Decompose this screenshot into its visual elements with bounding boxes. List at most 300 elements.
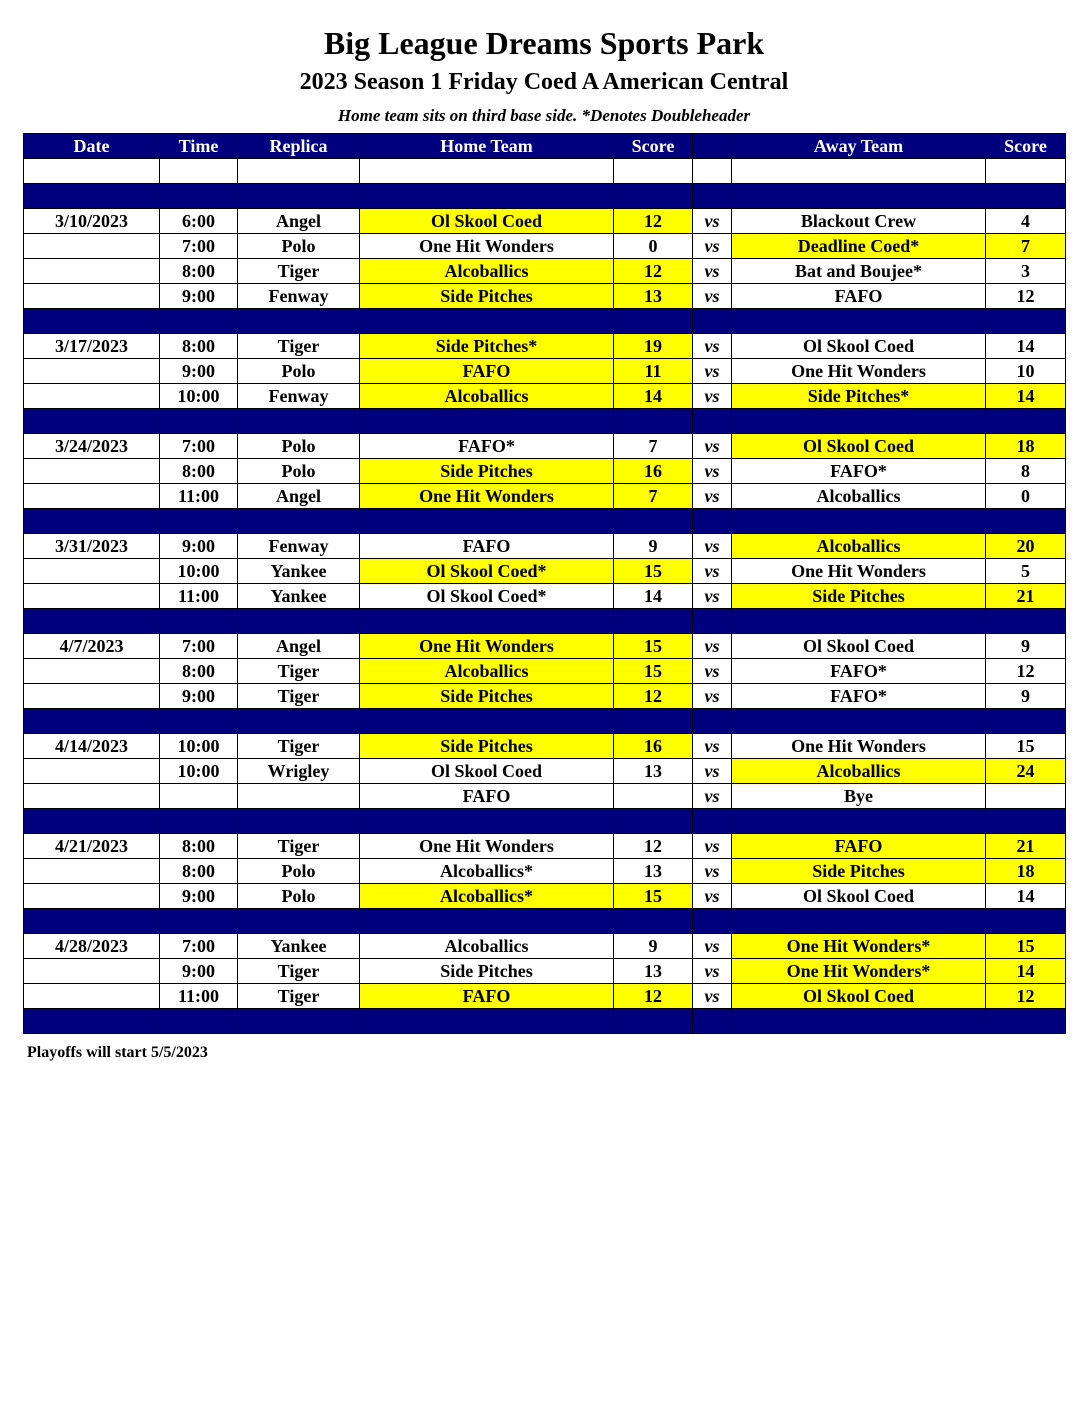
home-score-cell: 16: [614, 734, 693, 759]
time-cell: 8:00: [160, 459, 238, 484]
band-cell: [360, 409, 614, 434]
band-cell: [24, 409, 160, 434]
game-row: [24, 884, 1066, 909]
date-cell: [24, 959, 160, 984]
week-separator-band: [24, 709, 1066, 734]
vs-cell: vs: [693, 959, 732, 984]
band-cell: [238, 409, 360, 434]
home-score-cell: 7: [614, 434, 693, 459]
band-cell: [693, 609, 732, 634]
band-cell: [693, 509, 732, 534]
away-team-cell: FAFO: [732, 284, 986, 309]
date-cell: [24, 859, 160, 884]
home-team-cell: Ol Skool Coed*: [360, 559, 614, 584]
band-cell: [160, 1009, 238, 1034]
date-cell: [24, 584, 160, 609]
replica-cell: Yankee: [238, 584, 360, 609]
away-score-cell: 5: [986, 559, 1066, 584]
date-cell: 4/28/2023: [24, 934, 160, 959]
schedule-table: [23, 133, 1066, 1034]
away-score-cell: 12: [986, 284, 1066, 309]
band-cell: [614, 1009, 693, 1034]
away-score-cell: 9: [986, 634, 1066, 659]
away-team-cell: [732, 159, 986, 184]
away-score-cell: 20: [986, 534, 1066, 559]
home-score-cell: 19: [614, 334, 693, 359]
away-score-cell: 15: [986, 734, 1066, 759]
game-row: [24, 959, 1066, 984]
vs-cell: vs: [693, 659, 732, 684]
time-cell: 10:00: [160, 759, 238, 784]
week-separator-band: [24, 309, 1066, 334]
band-cell: [614, 809, 693, 834]
band-cell: [360, 1009, 614, 1034]
week-separator-band: [24, 409, 1066, 434]
away-score-cell: 10: [986, 359, 1066, 384]
home-score-cell: 14: [614, 584, 693, 609]
band-cell: [693, 309, 732, 334]
replica-cell: Polo: [238, 359, 360, 384]
time-cell: 8:00: [160, 859, 238, 884]
band-cell: [614, 309, 693, 334]
date-cell: 3/17/2023: [24, 334, 160, 359]
band-cell: [238, 309, 360, 334]
home-team-cell: One Hit Wonders: [360, 634, 614, 659]
away-team-cell: One Hit Wonders*: [732, 934, 986, 959]
band-cell: [986, 609, 1066, 634]
game-row: [24, 834, 1066, 859]
band-cell: [24, 609, 160, 634]
band-cell: [986, 1009, 1066, 1034]
page-title: Big League Dreams Sports Park: [323, 25, 765, 61]
away-score-cell: 4: [986, 209, 1066, 234]
game-row: [24, 859, 1066, 884]
away-score-cell: 0: [986, 484, 1066, 509]
date-cell: [24, 159, 160, 184]
home-team-cell: Alcoballics*: [360, 884, 614, 909]
game-row: [24, 459, 1066, 484]
vs-cell: vs: [693, 484, 732, 509]
time-cell: 7:00: [160, 234, 238, 259]
vs-cell: vs: [693, 334, 732, 359]
game-row: [24, 684, 1066, 709]
time-cell: 8:00: [160, 259, 238, 284]
date-cell: [24, 659, 160, 684]
away-team-cell: Deadline Coed*: [732, 234, 986, 259]
home-score-cell: 15: [614, 884, 693, 909]
away-team-cell: One Hit Wonders*: [732, 959, 986, 984]
away-score-cell: 15: [986, 934, 1066, 959]
away-score-cell: [986, 784, 1066, 809]
replica-cell: Tiger: [238, 659, 360, 684]
date-cell: 4/7/2023: [24, 634, 160, 659]
home-team-cell: Ol Skool Coed: [360, 209, 614, 234]
vs-cell: vs: [693, 934, 732, 959]
vs-cell: vs: [693, 209, 732, 234]
replica-cell: Angel: [238, 634, 360, 659]
replica-cell: Wrigley: [238, 759, 360, 784]
vs-cell: vs: [693, 984, 732, 1009]
game-row: [24, 634, 1066, 659]
band-cell: [693, 909, 732, 934]
band-cell: [24, 509, 160, 534]
band-cell: [614, 184, 693, 209]
home-score-cell: 12: [614, 209, 693, 234]
game-row: [24, 209, 1066, 234]
home-team-cell: Alcoballics: [360, 934, 614, 959]
away-score-cell: 14: [986, 334, 1066, 359]
vs-cell: vs: [693, 734, 732, 759]
away-team-cell: One Hit Wonders: [732, 359, 986, 384]
time-cell: [160, 159, 238, 184]
home-team-cell: FAFO: [360, 359, 614, 384]
time-cell: 9:00: [160, 284, 238, 309]
home-team-cell: Alcoballics: [360, 384, 614, 409]
vs-cell: vs: [693, 534, 732, 559]
home-team-cell: One Hit Wonders: [360, 834, 614, 859]
week-separator-band: [24, 184, 1066, 209]
game-row: [24, 259, 1066, 284]
home-score-cell: 12: [614, 259, 693, 284]
band-cell: [238, 909, 360, 934]
date-cell: [24, 559, 160, 584]
date-cell: 3/10/2023: [24, 209, 160, 234]
page-subtitle: 2023 Season 1 Friday Coed A American Central: [299, 69, 789, 95]
vs-cell: vs: [693, 559, 732, 584]
band-cell: [732, 184, 986, 209]
playoffs-note: Playoffs will start 5/5/2023: [27, 1044, 208, 1061]
date-cell: [24, 484, 160, 509]
replica-cell: Polo: [238, 884, 360, 909]
away-score-cell: 3: [986, 259, 1066, 284]
game-row: [24, 284, 1066, 309]
band-cell: [24, 909, 160, 934]
time-cell: 7:00: [160, 934, 238, 959]
band-cell: [732, 809, 986, 834]
game-row: [24, 534, 1066, 559]
game-row: [24, 759, 1066, 784]
away-team-cell: FAFO*: [732, 659, 986, 684]
date-cell: [24, 459, 160, 484]
band-cell: [160, 409, 238, 434]
game-row: [24, 159, 1066, 184]
home-score-cell: 12: [614, 684, 693, 709]
away-team-cell: Ol Skool Coed: [732, 434, 986, 459]
band-cell: [986, 709, 1066, 734]
time-cell: [160, 784, 238, 809]
home-team-cell: Alcoballics: [360, 259, 614, 284]
band-cell: [614, 409, 693, 434]
replica-cell: Tiger: [238, 834, 360, 859]
home-team-cell: Side Pitches: [360, 959, 614, 984]
home-score-cell: 13: [614, 284, 693, 309]
vs-cell: vs: [693, 234, 732, 259]
date-cell: [24, 884, 160, 909]
game-row: [24, 234, 1066, 259]
away-score-cell: 7: [986, 234, 1066, 259]
replica-cell: Fenway: [238, 384, 360, 409]
vs-cell: vs: [693, 384, 732, 409]
band-cell: [238, 809, 360, 834]
away-team-cell: Ol Skool Coed: [732, 984, 986, 1009]
vs-cell: vs: [693, 434, 732, 459]
away-score-cell: 8: [986, 459, 1066, 484]
band-cell: [986, 409, 1066, 434]
col-header-time: Time: [160, 134, 238, 159]
replica-cell: Angel: [238, 209, 360, 234]
date-cell: 4/21/2023: [24, 834, 160, 859]
home-score-cell: 16: [614, 459, 693, 484]
home-team-cell: [360, 159, 614, 184]
home-score-cell: 15: [614, 559, 693, 584]
date-cell: [24, 984, 160, 1009]
date-cell: [24, 759, 160, 784]
week-separator-band: [24, 1009, 1066, 1034]
time-cell: 11:00: [160, 484, 238, 509]
replica-cell: Tiger: [238, 959, 360, 984]
col-header-away-score: Score: [986, 134, 1066, 159]
home-team-cell: Ol Skool Coed: [360, 759, 614, 784]
home-team-cell: FAFO: [360, 784, 614, 809]
away-team-cell: FAFO: [732, 834, 986, 859]
band-cell: [24, 1009, 160, 1034]
away-score-cell: 14: [986, 884, 1066, 909]
game-row: [24, 584, 1066, 609]
away-team-cell: Side Pitches: [732, 584, 986, 609]
band-cell: [238, 509, 360, 534]
home-score-cell: 12: [614, 984, 693, 1009]
away-score-cell: 12: [986, 984, 1066, 1009]
week-separator-band: [24, 809, 1066, 834]
home-team-cell: Alcoballics*: [360, 859, 614, 884]
home-score-cell: 7: [614, 484, 693, 509]
home-score-cell: 12: [614, 834, 693, 859]
band-cell: [693, 709, 732, 734]
away-team-cell: One Hit Wonders: [732, 734, 986, 759]
away-team-cell: Alcoballics: [732, 534, 986, 559]
band-cell: [24, 709, 160, 734]
replica-cell: [238, 159, 360, 184]
time-cell: 8:00: [160, 334, 238, 359]
away-score-cell: 18: [986, 434, 1066, 459]
home-team-cell: One Hit Wonders: [360, 484, 614, 509]
col-header-replica: Replica: [238, 134, 360, 159]
replica-cell: Polo: [238, 434, 360, 459]
date-cell: [24, 284, 160, 309]
away-team-cell: Side Pitches: [732, 859, 986, 884]
replica-cell: Yankee: [238, 934, 360, 959]
home-team-cell: Side Pitches: [360, 684, 614, 709]
week-separator-band: [24, 509, 1066, 534]
band-cell: [732, 309, 986, 334]
home-score-cell: 13: [614, 759, 693, 784]
date-cell: 4/14/2023: [24, 734, 160, 759]
home-score-cell: 13: [614, 959, 693, 984]
home-team-cell: FAFO: [360, 984, 614, 1009]
home-team-cell: Ol Skool Coed*: [360, 584, 614, 609]
col-header-vs: [693, 134, 732, 159]
time-cell: 10:00: [160, 384, 238, 409]
game-row: [24, 984, 1066, 1009]
replica-cell: Polo: [238, 859, 360, 884]
away-score-cell: 24: [986, 759, 1066, 784]
time-cell: 9:00: [160, 959, 238, 984]
vs-cell: vs: [693, 759, 732, 784]
game-row: [24, 434, 1066, 459]
home-score-cell: 9: [614, 934, 693, 959]
away-team-cell: Blackout Crew: [732, 209, 986, 234]
away-score-cell: 14: [986, 959, 1066, 984]
band-cell: [732, 409, 986, 434]
date-cell: 3/24/2023: [24, 434, 160, 459]
band-cell: [614, 709, 693, 734]
band-cell: [24, 809, 160, 834]
home-score-cell: 9: [614, 534, 693, 559]
band-cell: [360, 809, 614, 834]
vs-cell: vs: [693, 359, 732, 384]
band-cell: [732, 609, 986, 634]
game-row: [24, 359, 1066, 384]
band-cell: [360, 909, 614, 934]
home-team-cell: Alcoballics: [360, 659, 614, 684]
game-row: [24, 934, 1066, 959]
band-cell: [160, 709, 238, 734]
vs-cell: vs: [693, 634, 732, 659]
vs-cell: vs: [693, 834, 732, 859]
away-team-cell: Ol Skool Coed: [732, 884, 986, 909]
game-row: [24, 734, 1066, 759]
band-cell: [360, 309, 614, 334]
time-cell: 10:00: [160, 734, 238, 759]
vs-cell: [693, 159, 732, 184]
band-cell: [986, 809, 1066, 834]
band-cell: [732, 709, 986, 734]
band-cell: [160, 509, 238, 534]
band-cell: [732, 509, 986, 534]
band-cell: [24, 309, 160, 334]
band-cell: [360, 709, 614, 734]
vs-cell: vs: [693, 459, 732, 484]
time-cell: 11:00: [160, 584, 238, 609]
schedule-note: Home team sits on third base side. *Denotes Doubleheader: [337, 106, 751, 125]
band-cell: [986, 909, 1066, 934]
band-cell: [360, 509, 614, 534]
band-cell: [986, 184, 1066, 209]
vs-cell: vs: [693, 684, 732, 709]
vs-cell: vs: [693, 884, 732, 909]
away-score-cell: 14: [986, 384, 1066, 409]
home-score-cell: [614, 784, 693, 809]
band-cell: [693, 184, 732, 209]
band-cell: [160, 809, 238, 834]
replica-cell: Tiger: [238, 259, 360, 284]
col-header-away-team: Away Team: [732, 134, 986, 159]
time-cell: 8:00: [160, 659, 238, 684]
date-cell: [24, 259, 160, 284]
away-team-cell: FAFO*: [732, 684, 986, 709]
home-score-cell: 0: [614, 234, 693, 259]
replica-cell: Fenway: [238, 284, 360, 309]
date-cell: [24, 234, 160, 259]
replica-cell: Tiger: [238, 684, 360, 709]
home-team-cell: Side Pitches*: [360, 334, 614, 359]
home-score-cell: 14: [614, 384, 693, 409]
home-team-cell: FAFO: [360, 534, 614, 559]
band-cell: [160, 609, 238, 634]
date-cell: [24, 359, 160, 384]
band-cell: [693, 409, 732, 434]
band-cell: [160, 309, 238, 334]
away-score-cell: [986, 159, 1066, 184]
home-team-cell: FAFO*: [360, 434, 614, 459]
home-score-cell: 11: [614, 359, 693, 384]
band-cell: [238, 709, 360, 734]
replica-cell: Angel: [238, 484, 360, 509]
away-team-cell: One Hit Wonders: [732, 559, 986, 584]
away-team-cell: Bye: [732, 784, 986, 809]
replica-cell: Tiger: [238, 334, 360, 359]
date-cell: [24, 784, 160, 809]
band-cell: [160, 909, 238, 934]
away-team-cell: Bat and Boujee*: [732, 259, 986, 284]
band-cell: [693, 1009, 732, 1034]
band-cell: [986, 509, 1066, 534]
header-row: [24, 134, 1066, 159]
home-score-cell: 13: [614, 859, 693, 884]
game-row: [24, 384, 1066, 409]
band-cell: [986, 309, 1066, 334]
home-team-cell: Side Pitches: [360, 284, 614, 309]
away-team-cell: Side Pitches*: [732, 384, 986, 409]
band-cell: [24, 184, 160, 209]
band-cell: [238, 184, 360, 209]
game-row: [24, 484, 1066, 509]
vs-cell: vs: [693, 584, 732, 609]
week-separator-band: [24, 909, 1066, 934]
band-cell: [238, 1009, 360, 1034]
home-team-cell: Side Pitches: [360, 459, 614, 484]
away-score-cell: 18: [986, 859, 1066, 884]
vs-cell: vs: [693, 784, 732, 809]
col-header-home-team: Home Team: [360, 134, 614, 159]
away-team-cell: Ol Skool Coed: [732, 634, 986, 659]
time-cell: 7:00: [160, 434, 238, 459]
time-cell: 6:00: [160, 209, 238, 234]
week-separator-band: [24, 609, 1066, 634]
time-cell: 9:00: [160, 684, 238, 709]
away-team-cell: Alcoballics: [732, 484, 986, 509]
band-cell: [160, 184, 238, 209]
game-row: [24, 784, 1066, 809]
band-cell: [360, 184, 614, 209]
game-row: [24, 659, 1066, 684]
date-cell: [24, 684, 160, 709]
date-cell: [24, 384, 160, 409]
game-row: [24, 334, 1066, 359]
time-cell: 7:00: [160, 634, 238, 659]
date-cell: 3/31/2023: [24, 534, 160, 559]
replica-cell: Polo: [238, 459, 360, 484]
time-cell: 10:00: [160, 559, 238, 584]
replica-cell: Tiger: [238, 984, 360, 1009]
time-cell: 8:00: [160, 834, 238, 859]
replica-cell: Tiger: [238, 734, 360, 759]
replica-cell: Polo: [238, 234, 360, 259]
replica-cell: [238, 784, 360, 809]
band-cell: [238, 609, 360, 634]
col-header-home-score: Score: [614, 134, 693, 159]
away-team-cell: Ol Skool Coed: [732, 334, 986, 359]
